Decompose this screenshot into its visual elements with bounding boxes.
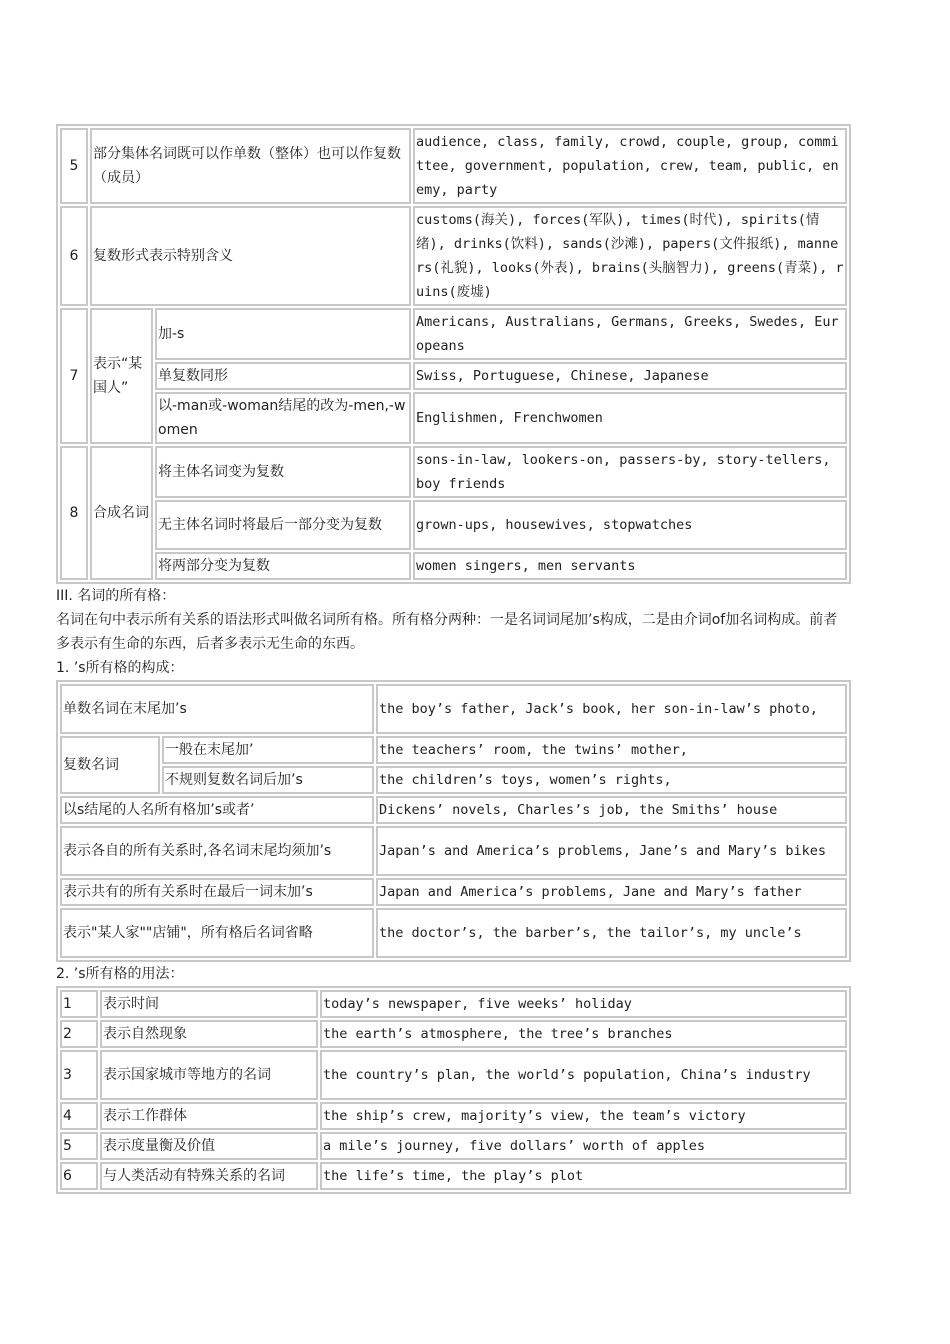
- examples-cell: the doctor’s, the barber’s, the tailor’s, my uncle’s: [376, 908, 847, 958]
- examples-cell: the life’s time, the play’s plot: [320, 1162, 847, 1190]
- examples-cell: sons-in-law, lookers-on, passers-by, story-tellers, boy friends: [413, 446, 847, 498]
- table-row: [60, 990, 847, 1018]
- table-row: [60, 446, 847, 498]
- usage-cell: 表示国家城市等地方的名词: [100, 1050, 318, 1100]
- rule-cell: 一般在末尾加’: [162, 736, 374, 764]
- row-number: 5: [60, 128, 88, 204]
- document-body: [56, 124, 851, 1194]
- table-row: [60, 392, 847, 444]
- table-row: [60, 128, 847, 204]
- examples-cell: the ship’s crew, majority’s view, the team’s victory: [320, 1102, 847, 1130]
- rule-cell: 复数形式表示特别含义: [90, 206, 411, 306]
- rule-cell: 部分集体名词既可以作单数（整体）也可以作复数（成员）: [90, 128, 411, 204]
- row-number: 5: [60, 1132, 98, 1160]
- rule-cell: 加-s: [155, 308, 411, 360]
- examples-cell: the country’s plan, the world’s population, China’s industry: [320, 1050, 847, 1100]
- usage-cell: 表示度量衡及价值: [100, 1132, 318, 1160]
- rule-cell: 无主体名词时将最后一部分变为复数: [155, 500, 411, 550]
- row-number: 2: [60, 1020, 98, 1048]
- examples-cell: Englishmen, Frenchwomen: [413, 392, 847, 444]
- usage-cell: 与人类活动有特殊关系的名词: [100, 1162, 318, 1190]
- usage-cell: 表示工作群体: [100, 1102, 318, 1130]
- examples-cell: Japan’s and America’s problems, Jane’s and Mary’s bikes: [376, 826, 847, 876]
- table-row: [60, 684, 847, 734]
- plural-nouns-table: [56, 124, 851, 584]
- row-number: 1: [60, 990, 98, 1018]
- table-row: [60, 796, 847, 824]
- rule-cell: 不规则复数名词后加’s: [162, 766, 374, 794]
- table-row: [60, 826, 847, 876]
- table-row: [60, 736, 847, 764]
- table-row: [60, 1132, 847, 1160]
- section-heading: III. 名词的所有格：: [56, 588, 176, 604]
- row-number: 4: [60, 1102, 98, 1130]
- usage-cell: 表示自然现象: [100, 1020, 318, 1048]
- subsection-heading: 1. ’s所有格的构成：: [56, 660, 184, 676]
- table-row: [60, 1050, 847, 1100]
- table-row: [60, 500, 847, 550]
- usage-cell: 表示时间: [100, 990, 318, 1018]
- examples-cell: Swiss, Portuguese, Chinese, Japanese: [413, 362, 847, 390]
- table-row: [60, 308, 847, 360]
- row-number: 6: [60, 206, 88, 306]
- examples-cell: a mile’s journey, five dollars’ worth of apples: [320, 1132, 847, 1160]
- row-number: 7: [60, 308, 88, 444]
- examples-cell: audience, class, family, crowd, couple, group, committee, government, population, crew, team, public, enemy, party: [413, 128, 847, 204]
- rule-cell: 将两部分变为复数: [155, 552, 411, 580]
- rule-cell: 表示各自的所有关系时,各名词末尾均须加’s: [60, 826, 374, 876]
- table-row: [60, 1102, 847, 1130]
- examples-cell: today’s newspaper, five weeks’ holiday: [320, 990, 847, 1018]
- possessive-formation-table: [56, 680, 851, 962]
- table-row: [60, 766, 847, 794]
- group-label: 合成名词: [90, 446, 153, 580]
- examples-cell: Dickens’ novels, Charles’s job, the Smiths’ house: [376, 796, 847, 824]
- rule-cell: 单复数同形: [155, 362, 411, 390]
- possessive-usage-table: [56, 986, 851, 1194]
- rule-cell: 表示共有的所有关系时在最后一词末加’s: [60, 878, 374, 906]
- rule-cell: 将主体名词变为复数: [155, 446, 411, 498]
- subsection-heading: 2. ’s所有格的用法：: [56, 966, 184, 982]
- group-label: 复数名词: [60, 736, 160, 794]
- examples-cell: Americans, Australians, Germans, Greeks, Swedes, Europeans: [413, 308, 847, 360]
- row-number: 3: [60, 1050, 98, 1100]
- rule-cell: 单数名词在末尾加’s: [60, 684, 374, 734]
- row-number: 6: [60, 1162, 98, 1190]
- examples-cell: the teachers’ room, the twins’ mother,: [376, 736, 847, 764]
- examples-cell: women singers, men servants: [413, 552, 847, 580]
- examples-cell: customs(海关), forces(军队), times(时代), spirits(情绪), drinks(饮料), sands(沙滩), papers(文件报纸), manners(礼貌), looks(外表), brains(头脑智力), greens(青菜), ruins(废墟): [413, 206, 847, 306]
- group-label: 表示“某国人”: [90, 308, 153, 444]
- table-row: [60, 1162, 847, 1190]
- table-row: [60, 552, 847, 580]
- examples-cell: Japan and America’s problems, Jane and Mary’s father: [376, 878, 847, 906]
- table-row: [60, 206, 847, 306]
- table-row: [60, 878, 847, 906]
- examples-cell: grown-ups, housewives, stopwatches: [413, 500, 847, 550]
- section-intro: 名词在句中表示所有关系的语法形式叫做名词所有格。所有格分两种：一是名词词尾加’s构成，二是由介词of加名词构成。前者多表示有生命的东西，后者多表示无生命的东西。: [56, 612, 838, 652]
- table-row: [60, 362, 847, 390]
- examples-cell: the children’s toys, women’s rights,: [376, 766, 847, 794]
- table-row: [60, 1020, 847, 1048]
- row-number: 8: [60, 446, 88, 580]
- rule-cell: 以s结尾的人名所有格加’s或者’: [60, 796, 374, 824]
- table-row: [60, 908, 847, 958]
- examples-cell: the earth’s atmosphere, the tree’s branches: [320, 1020, 847, 1048]
- rule-cell: 表示"某人家""店铺"，所有格后名词省略: [60, 908, 374, 958]
- examples-cell: the boy’s father, Jack’s book, her son-in-law’s photo,: [376, 684, 847, 734]
- rule-cell: 以-man或-woman结尾的改为-men,-women: [155, 392, 411, 444]
